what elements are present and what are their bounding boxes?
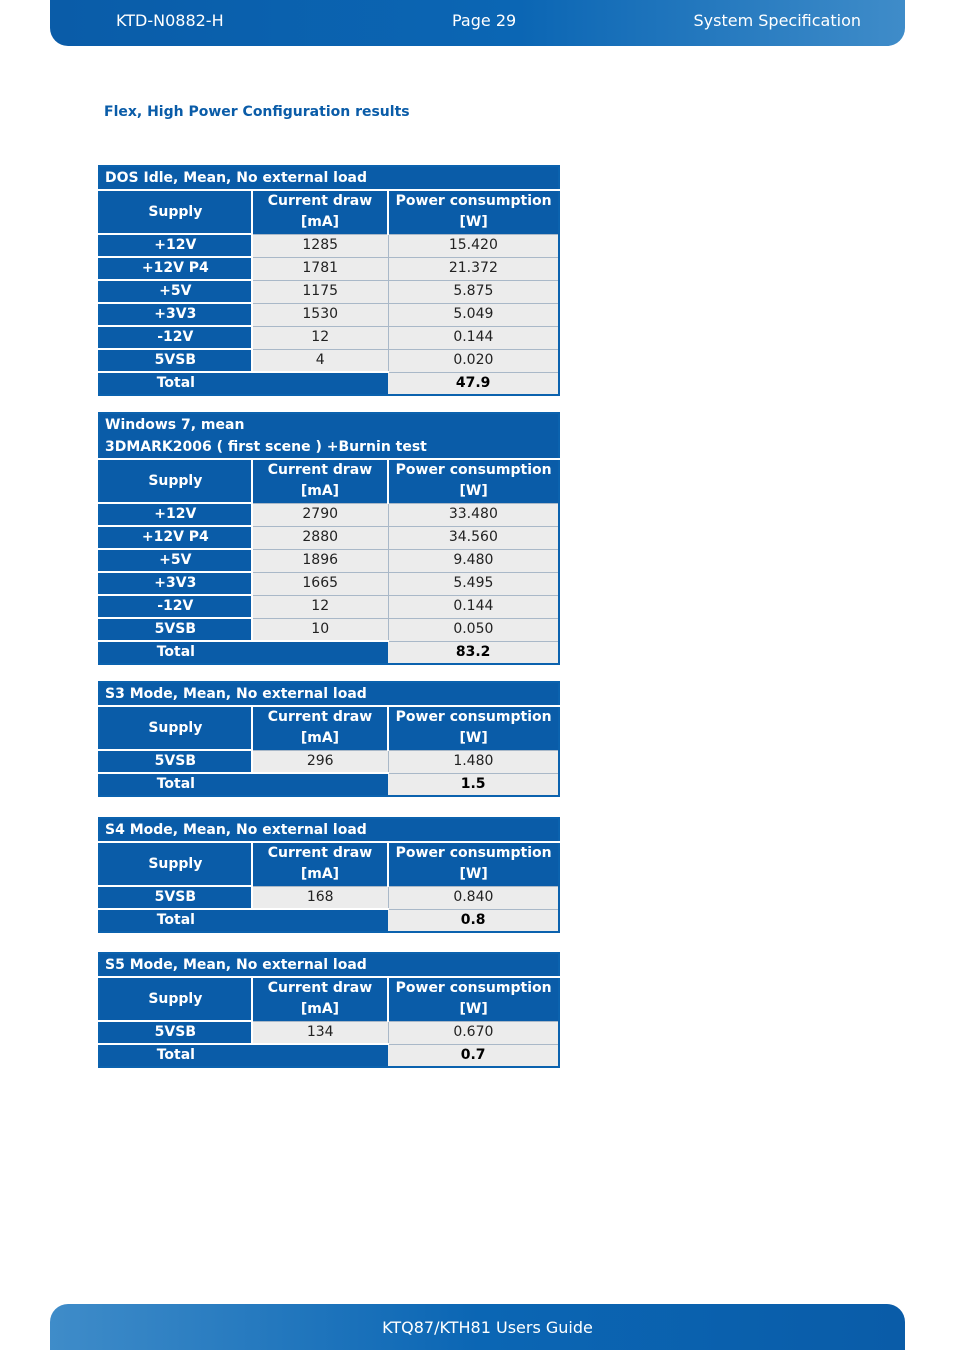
total-label: Total (99, 641, 252, 664)
supply-cell: -12V (99, 595, 252, 618)
table-row (99, 549, 559, 572)
header-unit: [mA] (300, 866, 340, 883)
column-header-power (388, 842, 559, 886)
page-number: Page 29 (452, 11, 517, 30)
power-cell: 0.144 (388, 595, 559, 618)
table-row (99, 526, 559, 549)
total-row (99, 641, 559, 664)
header-unit: [mA] (300, 730, 340, 747)
current-cell: 2790 (252, 503, 389, 526)
power-cell: 33.480 (388, 503, 559, 526)
current-cell: 168 (252, 886, 389, 909)
total-label: Total (99, 773, 252, 796)
total-value: 83.2 (388, 641, 559, 664)
caption-line: DOS Idle, Mean, No external load (105, 170, 368, 186)
total-value: 47.9 (388, 372, 559, 395)
caption-line: S3 Mode, Mean, No external load (105, 686, 367, 702)
section-title: Flex, High Power Configuration results (104, 104, 410, 120)
total-row (99, 773, 559, 796)
total-spacer (252, 773, 389, 796)
header-line: Current draw (267, 980, 373, 997)
table-row (99, 349, 559, 372)
column-header-current (252, 459, 389, 503)
current-cell: 296 (252, 750, 389, 773)
power-cell: 5.495 (388, 572, 559, 595)
column-header-power (388, 977, 559, 1021)
total-label: Total (99, 1044, 252, 1067)
current-cell: 12 (252, 326, 389, 349)
column-header-power (388, 706, 559, 750)
table-row (99, 572, 559, 595)
header-unit: [W] (459, 1001, 488, 1018)
power-table (98, 681, 560, 797)
supply-cell: +12V P4 (99, 257, 252, 280)
column-header-power (388, 459, 559, 503)
power-table (98, 817, 560, 933)
power-cell: 9.480 (388, 549, 559, 572)
supply-cell: +5V (99, 549, 252, 572)
power-cell: 34.560 (388, 526, 559, 549)
current-cell: 1665 (252, 572, 389, 595)
supply-cell: +5V (99, 280, 252, 303)
current-cell: 10 (252, 618, 389, 641)
supply-cell: 5VSB (99, 750, 252, 773)
power-table (98, 412, 560, 665)
table-row (99, 618, 559, 641)
total-value: 0.7 (388, 1044, 559, 1067)
table-caption (99, 682, 559, 706)
current-cell: 1175 (252, 280, 389, 303)
supply-cell: +3V3 (99, 303, 252, 326)
header-unit: [W] (459, 866, 488, 883)
power-cell: 0.144 (388, 326, 559, 349)
table-caption (99, 953, 559, 977)
header-line: Current draw (267, 845, 373, 862)
current-cell: 4 (252, 349, 389, 372)
document-id: KTD-N0882-H (116, 11, 224, 30)
power-cell: 1.480 (388, 750, 559, 773)
header-line: Power consumption (395, 193, 552, 210)
power-cell: 5.049 (388, 303, 559, 326)
total-value: 0.8 (388, 909, 559, 932)
power-cell: 0.020 (388, 349, 559, 372)
total-spacer (252, 909, 389, 932)
column-header-current (252, 842, 389, 886)
page-footer (50, 1304, 905, 1350)
power-cell: 0.840 (388, 886, 559, 909)
current-cell: 1781 (252, 257, 389, 280)
caption-line: 3DMARK2006 ( first scene ) +Burnin test (105, 439, 427, 455)
power-cell: 15.420 (388, 234, 559, 257)
power-cell: 5.875 (388, 280, 559, 303)
total-spacer (252, 372, 389, 395)
table-row (99, 750, 559, 773)
supply-cell: +12V (99, 234, 252, 257)
header-line: Power consumption (395, 845, 552, 862)
power-cell: 21.372 (388, 257, 559, 280)
table-row (99, 280, 559, 303)
header-line: Power consumption (395, 462, 552, 479)
caption-line: S5 Mode, Mean, No external load (105, 957, 367, 973)
header-line: Current draw (267, 462, 373, 479)
column-header-supply: Supply (99, 459, 252, 503)
table-row (99, 595, 559, 618)
total-spacer (252, 1044, 389, 1067)
total-row (99, 372, 559, 395)
total-label: Total (99, 372, 252, 395)
header-unit: [W] (459, 483, 488, 500)
power-cell: 0.670 (388, 1021, 559, 1044)
current-cell: 2880 (252, 526, 389, 549)
header-unit: [mA] (300, 483, 340, 500)
column-header-supply: Supply (99, 842, 252, 886)
table-row (99, 303, 559, 326)
table-row (99, 326, 559, 349)
supply-cell: +12V P4 (99, 526, 252, 549)
total-value: 1.5 (388, 773, 559, 796)
header-line: Power consumption (395, 980, 552, 997)
column-header-current (252, 977, 389, 1021)
total-row (99, 1044, 559, 1067)
table-row (99, 1021, 559, 1044)
header-unit: [W] (459, 730, 488, 747)
column-header-current (252, 190, 389, 234)
supply-cell: 5VSB (99, 886, 252, 909)
table-row (99, 886, 559, 909)
current-cell: 1285 (252, 234, 389, 257)
table-caption (99, 413, 559, 459)
guide-title: KTQ87/KTH81 Users Guide (382, 1318, 593, 1337)
column-header-supply: Supply (99, 706, 252, 750)
caption-line: S4 Mode, Mean, No external load (105, 822, 367, 838)
header-line: Current draw (267, 709, 373, 726)
section-name: System Specification (693, 11, 861, 30)
supply-cell: -12V (99, 326, 252, 349)
header-line: Power consumption (395, 709, 552, 726)
power-cell: 0.050 (388, 618, 559, 641)
power-table (98, 952, 560, 1068)
column-header-power (388, 190, 559, 234)
supply-cell: 5VSB (99, 349, 252, 372)
power-table (98, 165, 560, 396)
supply-cell: 5VSB (99, 1021, 252, 1044)
total-row (99, 909, 559, 932)
supply-cell: +12V (99, 503, 252, 526)
page-header (50, 0, 905, 46)
caption-line: Windows 7, mean (105, 417, 245, 433)
supply-cell: 5VSB (99, 618, 252, 641)
total-spacer (252, 641, 389, 664)
current-cell: 1530 (252, 303, 389, 326)
column-header-supply: Supply (99, 977, 252, 1021)
table-caption (99, 166, 559, 190)
header-unit: [mA] (300, 214, 340, 231)
column-header-supply: Supply (99, 190, 252, 234)
table-row (99, 257, 559, 280)
column-header-current (252, 706, 389, 750)
current-cell: 1896 (252, 549, 389, 572)
header-line: Current draw (267, 193, 373, 210)
table-row (99, 234, 559, 257)
header-unit: [mA] (300, 1001, 340, 1018)
table-caption (99, 818, 559, 842)
header-unit: [W] (459, 214, 488, 231)
current-cell: 12 (252, 595, 389, 618)
current-cell: 134 (252, 1021, 389, 1044)
supply-cell: +3V3 (99, 572, 252, 595)
table-row (99, 503, 559, 526)
total-label: Total (99, 909, 252, 932)
